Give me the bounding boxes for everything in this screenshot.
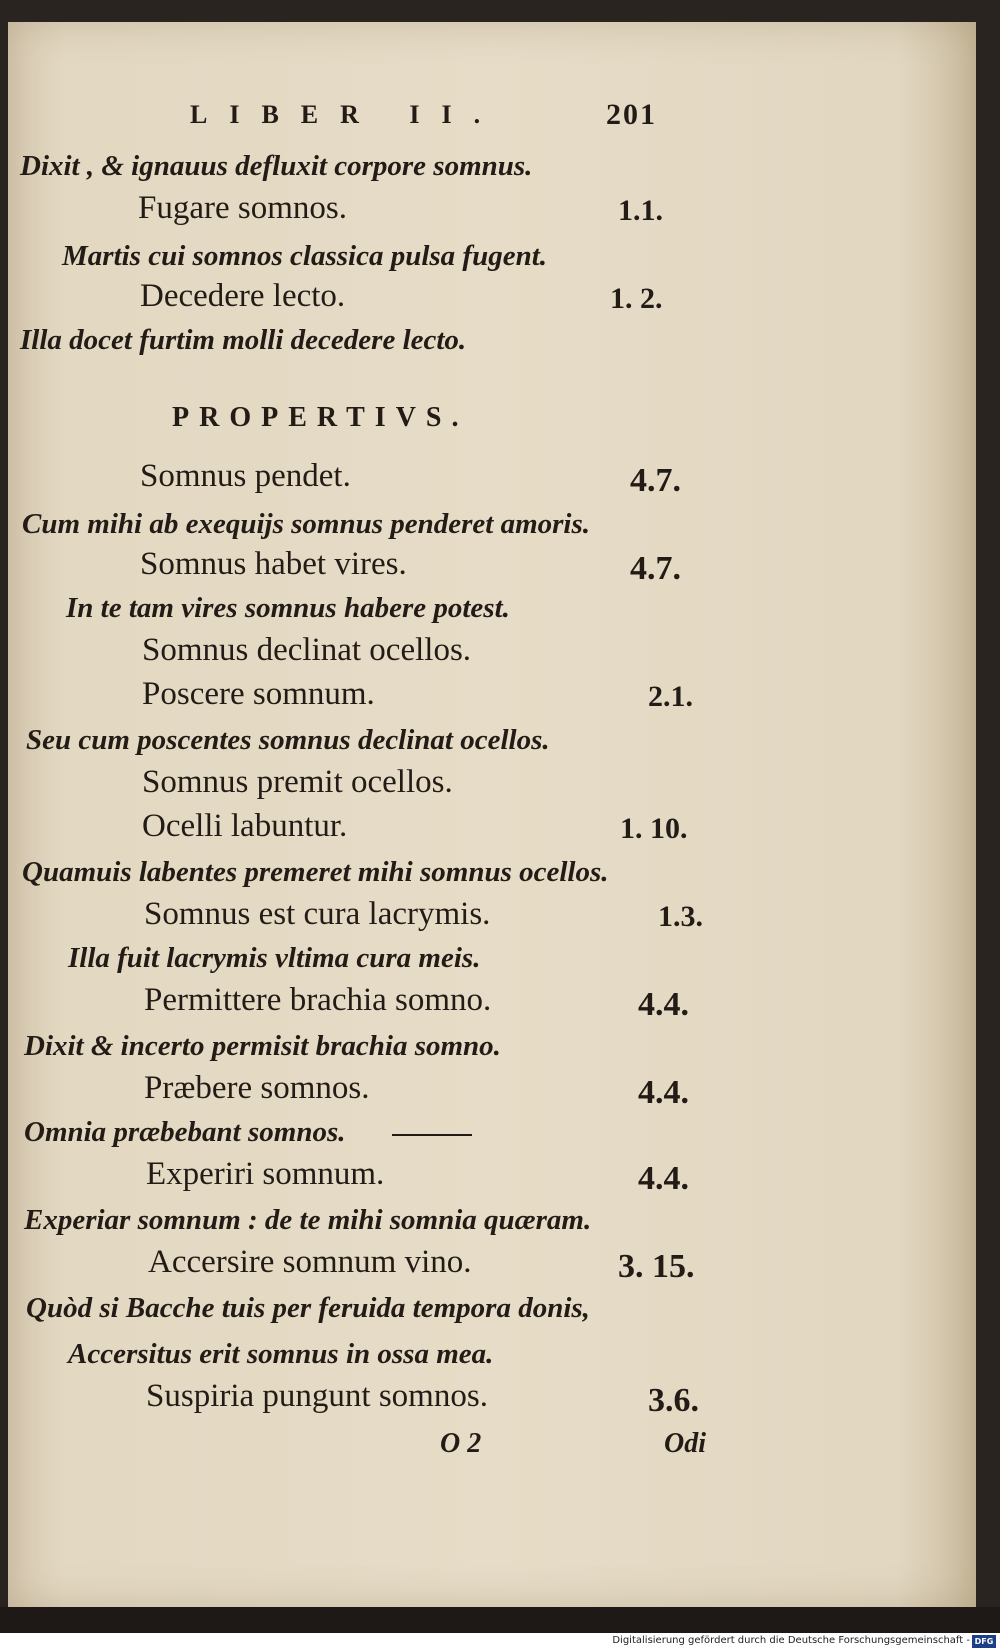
quote-line: In te tam vires somnus habere potest. bbox=[66, 592, 510, 624]
dfg-logo-badge: DFG bbox=[972, 1635, 996, 1648]
quote-line: Experiar somnum : de te mihi somnia quæram. bbox=[24, 1204, 592, 1236]
entry-term: Permittere brachia somno. bbox=[144, 982, 492, 1018]
entry-ref: 3. 15. bbox=[618, 1248, 695, 1285]
entry-term: Experiri somnum. bbox=[146, 1156, 385, 1192]
entry-ref: 4.4. bbox=[638, 986, 689, 1023]
quote-line: Seu cum poscentes somnus declinat ocellos. bbox=[26, 724, 550, 756]
entry-ref: 2.1. bbox=[648, 680, 693, 713]
entry-term: Somnus est cura lacrymis. bbox=[144, 896, 491, 932]
entry-term: Somnus declinat ocellos. bbox=[142, 632, 472, 668]
digitization-credit: Digitalisierung gefördert durch die Deutsche Forschungsgemeinschaft - bbox=[612, 1635, 970, 1646]
entry-term: Ocelli labuntur. bbox=[142, 808, 348, 844]
scan-border bbox=[0, 1607, 1000, 1633]
entry-ref: 1. 2. bbox=[610, 282, 663, 315]
quote-line: Quòd si Bacche tuis per feruida tempora donis, bbox=[26, 1292, 590, 1324]
quote-line: Dixit & incerto permisit brachia somno. bbox=[24, 1030, 501, 1062]
entry-term: Somnus pendet. bbox=[140, 458, 351, 494]
entry-ref: 3.6. bbox=[648, 1382, 699, 1419]
dash-rule bbox=[392, 1134, 472, 1136]
entry-term: Poscere somnum. bbox=[142, 676, 375, 712]
entry-ref: 4.4. bbox=[638, 1074, 689, 1111]
entry-term: Fugare somnos. bbox=[138, 190, 347, 226]
entry-term: Præbere somnos. bbox=[144, 1070, 370, 1106]
entry-ref: 4.7. bbox=[630, 462, 681, 499]
entry-ref: 1. 10. bbox=[620, 812, 688, 845]
quote-line: Cum mihi ab exequijs somnus penderet amoris. bbox=[22, 508, 591, 540]
entry-ref: 1.1. bbox=[618, 194, 663, 227]
section-heading: PROPERTIVS. bbox=[172, 402, 469, 433]
entry-term: Somnus habet vires. bbox=[140, 546, 407, 582]
page-number: 201 bbox=[606, 98, 657, 131]
quote-line: Illa docet furtim molli decedere lecto. bbox=[20, 324, 467, 356]
entry-ref: 1.3. bbox=[658, 900, 703, 933]
quote-line: Illa fuit lacrymis vltima cura meis. bbox=[68, 942, 481, 974]
quote-line: Accersitus erit somnus in ossa mea. bbox=[68, 1338, 494, 1370]
quote-line: Quamuis labentes premeret mihi somnus ocellos. bbox=[22, 856, 609, 888]
quote-line: Omnia præbebant somnos. bbox=[24, 1116, 346, 1148]
quote-line: Martis cui somnos classica pulsa fugent. bbox=[62, 240, 548, 272]
catchword: Odi bbox=[664, 1428, 706, 1459]
signature-mark: O 2 bbox=[440, 1428, 482, 1459]
entry-term: Accersire somnum vino. bbox=[148, 1244, 472, 1280]
entry-ref: 4.4. bbox=[638, 1160, 689, 1197]
quote-line: Dixit , & ignauus defluxit corpore somnus. bbox=[20, 150, 533, 182]
entry-term: Suspiria pungunt somnos. bbox=[146, 1378, 488, 1414]
entry-ref: 4.7. bbox=[630, 550, 681, 587]
entry-term: Decedere lecto. bbox=[140, 278, 346, 314]
running-title: LIBER II. bbox=[190, 100, 503, 129]
entry-term: Somnus premit ocellos. bbox=[142, 764, 453, 800]
